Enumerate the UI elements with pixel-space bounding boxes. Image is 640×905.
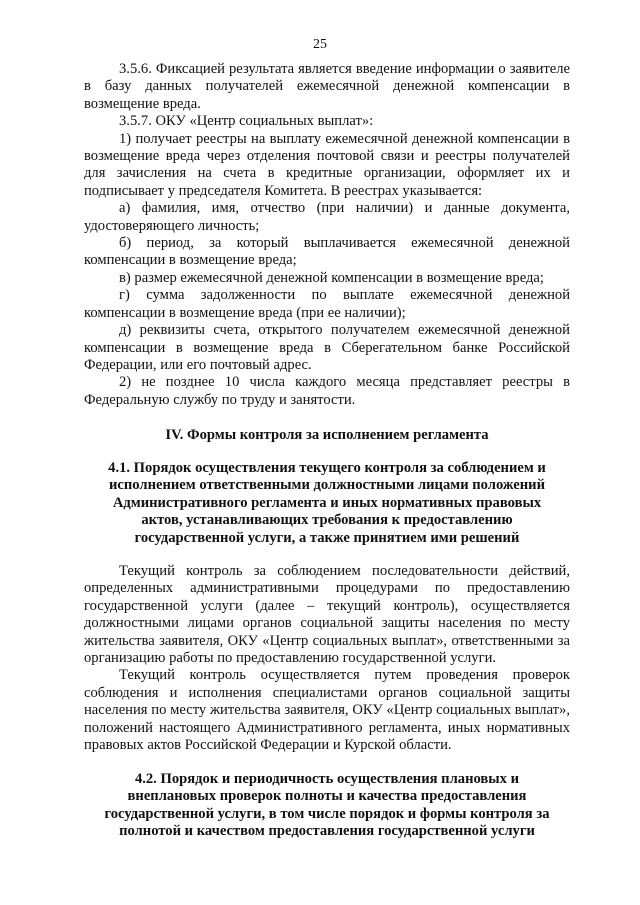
paragraph-3-5-6: 3.5.6. Фиксацией результата является введение информации о заявителе в базу данных получателей ежемесячной денежной компенсации в возмещение вреда. [84,61,570,112]
paragraph-item-2: 2) не позднее 10 числа каждого месяца представляет реестры в Федеральную службу по труду и занятости. [84,374,570,408]
section-iv-heading: IV. Формы контроля за исполнением регламента [165,427,489,443]
paragraph-item-a: а) фамилия, имя, отчество (при наличии) и данные документа, удостоверяющего личность; [84,200,570,234]
subsection-4-1-heading: 4.1. Порядок осуществления текущего контроля за соблюдением и исполнением ответственными должностными лицами положений Административного регламента и иных нормативных правовых актов, устанавливающих требования к предоставлению государственной услуги, а также принятием ими решений [108,460,546,546]
paragraph-item-v: в) размер ежемесячной денежной компенсации в возмещение вреда; [119,269,544,286]
paragraph-item-1: 1) получает реестры на выплату ежемесячной денежной компенсации в возмещение вреда через отделения почтовой связи и реестры получателей для зачисления на счета в кредитные организации, оформляет их и подписывает у председателя Комитета. В реестрах указывается: [84,130,570,199]
section-4-1-text [84,563,570,754]
paragraph-item-b: б) период, за который выплачивается ежемесячной денежной компенсации в возмещение вреда; [84,235,570,269]
paragraph-item-g: г) сумма задолженности по выплате ежемесячной денежной компенсации в возмещение вреда (при ее наличии); [84,287,570,321]
subsection-4-2-heading: 4.2. Порядок и периодичность осуществления плановых и внеплановых проверок полноты и качества предоставления государственной услуги, в том числе порядок и формы контроля за полнотой и качеством предоставления государственной услуги [104,771,550,840]
page-number: 25 [313,37,327,52]
section-3-5-text [84,61,570,409]
paragraph-current-control: Текущий контроль за соблюдением последовательности действий, определенных административными процедурами по предоставлению государственной услуги (далее – текущий контроль), осуществляется должностными лицами органов социальной защиты населения по месту жительства заявителя, ОКУ «Центр социальных выплат», ответственными за организацию работы по предоставлению государственной услуги. [84,563,570,667]
paragraph-3-5-7: 3.5.7. ОКУ «Центр социальных выплат»: [119,113,374,130]
paragraph-item-d: д) реквизиты счета, открытого получателем ежемесячной денежной компенсации в возмещение вреда в Сберегательном банке Российской Федерации, или его почтовый адрес. [84,322,570,373]
paragraph-control-method: Текущий контроль осуществляется путем проведения проверок соблюдения и исполнения специалистами органов социальной защиты населения по месту жительства заявителя, ОКУ «Центр социальных выплат», положений настоящего Административного регламента, иных нормативных правовых актов Российской Федерации и Курской области. [84,667,570,754]
